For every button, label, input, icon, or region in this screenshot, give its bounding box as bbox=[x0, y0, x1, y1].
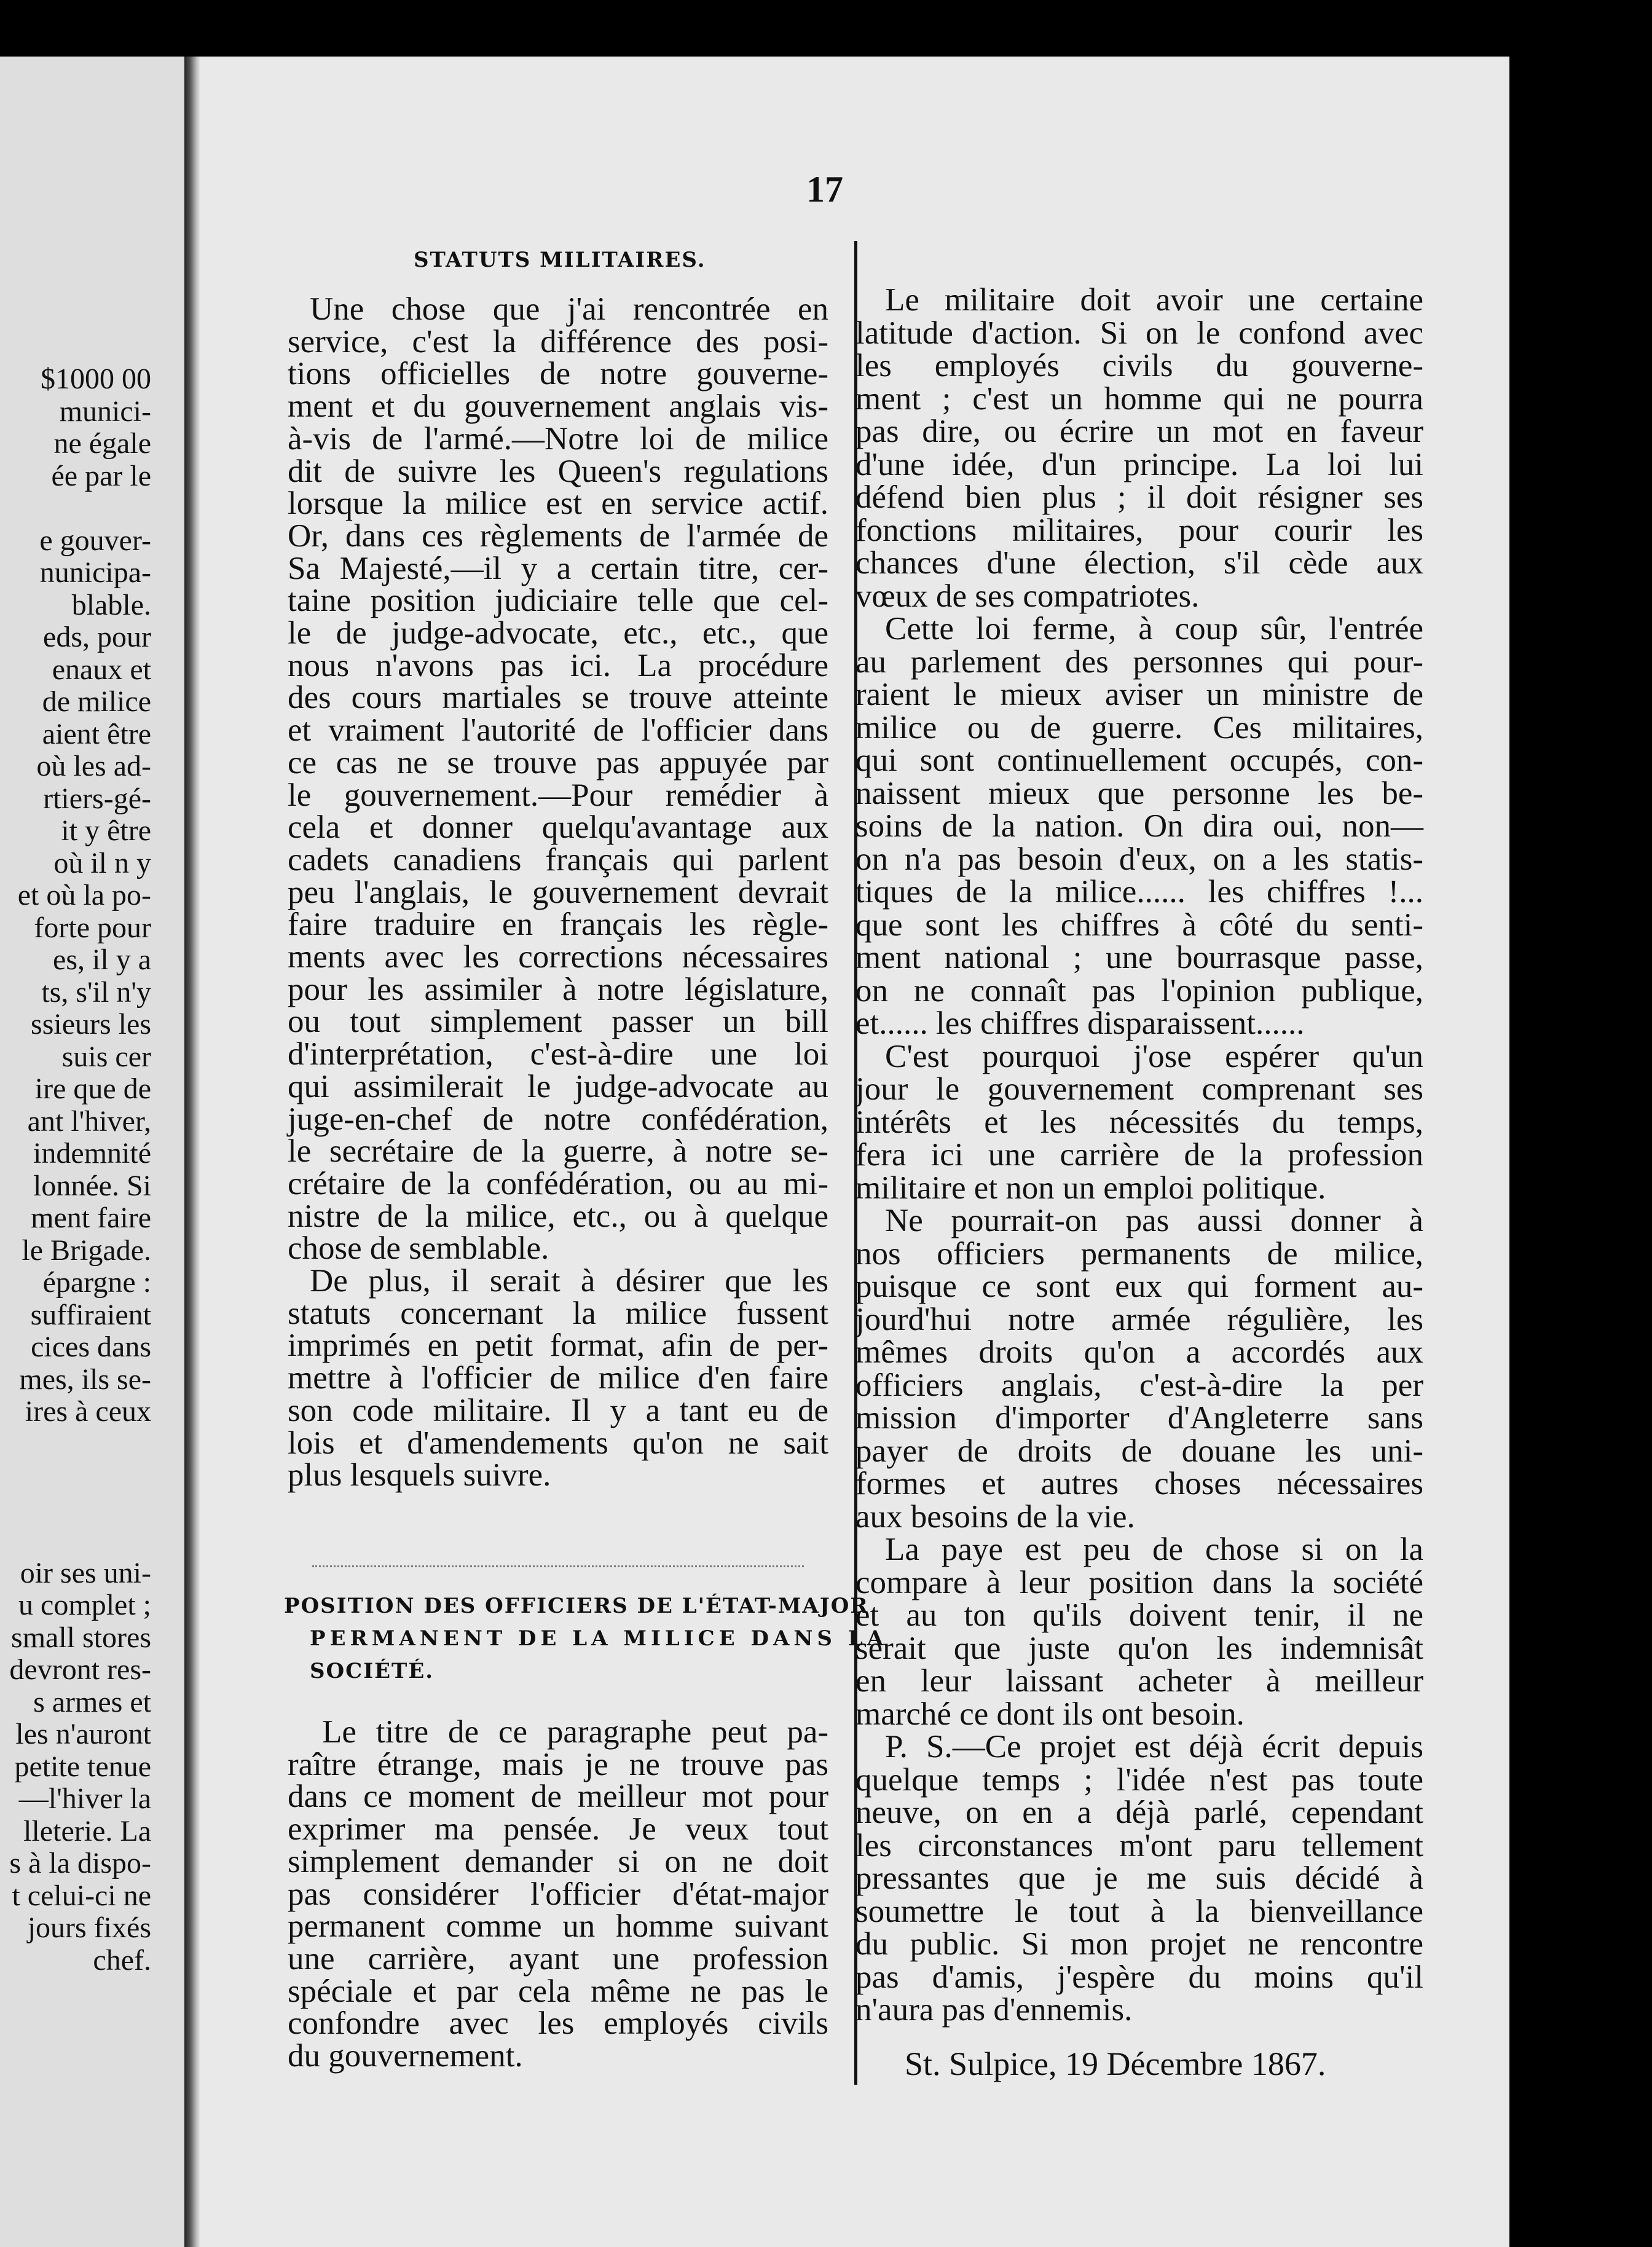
previous-page-fragment: cices dans bbox=[31, 1331, 151, 1363]
previous-page-fragment: suis cer bbox=[61, 1040, 151, 1073]
previous-page-fragment: ant l'hiver, bbox=[27, 1104, 151, 1138]
text-line: ment et du gouvernement anglais vis- bbox=[288, 388, 828, 425]
page-number: 17 bbox=[806, 169, 843, 210]
previous-page-fragment: nunicipa- bbox=[39, 556, 151, 589]
text-line: des cours martiales se trouve atteinte bbox=[288, 680, 828, 716]
text-line: ou tout simplement passer un bill bbox=[288, 1004, 828, 1040]
previous-page-fragment: s armes et bbox=[33, 1685, 151, 1718]
text-line: ments avec les corrections nécessaires bbox=[288, 939, 828, 975]
text-line: neuve, on en a déjà parlé, cependant bbox=[856, 1795, 1423, 1830]
text-line: soins de la nation. On dira oui, non— bbox=[856, 808, 1423, 844]
text-line: C'est pourquoi j'ose espérer qu'un bbox=[885, 1038, 1423, 1074]
previous-page-fragment: t celui-ci ne bbox=[12, 1879, 151, 1912]
previous-page-fragment: ne égale bbox=[53, 427, 151, 460]
previous-page-fragment: épargne : bbox=[42, 1266, 151, 1299]
text-line: chances d'une élection, s'il cède aux bbox=[856, 545, 1423, 581]
text-line: lois et d'amendements qu'on ne sait bbox=[288, 1425, 828, 1461]
text-line: Sa Majesté,—il y a certain titre, cer- bbox=[288, 550, 828, 586]
previous-page-fragment: devront res- bbox=[9, 1653, 151, 1686]
text-line: fera ici une carrière de la profession bbox=[856, 1137, 1423, 1173]
text-line: d'une idée, d'un principe. La loi lui bbox=[856, 446, 1423, 482]
text-line: P. S.—Ce projet est déjà écrit depuis bbox=[885, 1729, 1423, 1765]
text-line: d'interprétation, c'est-à-dire une loi bbox=[288, 1036, 828, 1072]
text-line: nos officiers permanents de milice, bbox=[856, 1235, 1423, 1272]
text-line: les circonstances m'ont paru tellement bbox=[856, 1827, 1423, 1863]
previous-page-fragment: et où la po- bbox=[17, 879, 151, 911]
previous-page-fragment: le Brigade. bbox=[22, 1234, 151, 1267]
text-line: Le titre de ce paragraphe peut pa- bbox=[322, 1714, 828, 1750]
previous-page-fragment: s à la dispo- bbox=[9, 1847, 151, 1879]
previous-page-fragment: petite tenue bbox=[14, 1750, 151, 1783]
text-line: qui sont continuellement occupés, con- bbox=[856, 742, 1423, 778]
text-line: raient le mieux aviser un ministre de bbox=[856, 677, 1423, 712]
previous-page-fragment: mes, ils se- bbox=[19, 1363, 151, 1396]
text-line: à-vis de l'armé.—Notre loi de milice bbox=[288, 420, 828, 457]
previous-page-fragment: es, il y a bbox=[53, 943, 151, 976]
text-line: pas considérer l'officier d'état-major bbox=[288, 1876, 828, 1912]
previous-page-fragment: small stores bbox=[11, 1621, 151, 1654]
previous-page-fragment: chef. bbox=[93, 1943, 151, 1977]
text-line: on n'a pas besoin d'eux, on a les statis- bbox=[856, 841, 1423, 877]
section-heading: PERMANENT DE LA MILICE DANS LA bbox=[310, 1626, 888, 1651]
text-line: qui assimilerait le judge-advocate au bbox=[288, 1068, 828, 1104]
text-line: en leur laissant acheter à meilleur bbox=[856, 1663, 1423, 1699]
text-line: pas dire, ou écrire un mot en faveur bbox=[856, 414, 1423, 449]
signature-line: St. Sulpice, 19 Décembre 1867. bbox=[905, 2045, 1326, 2082]
text-line: pour les assimiler à notre législature, bbox=[288, 971, 828, 1007]
text-line: Une chose que j'ai rencontrée en bbox=[310, 291, 828, 327]
previous-page-fragment: où les ad- bbox=[36, 750, 151, 782]
text-line: plus lesquels suivre. bbox=[288, 1457, 551, 1493]
previous-page-fragment: de milice bbox=[42, 685, 151, 718]
section-heading: SOCIÉTÉ. bbox=[310, 1659, 435, 1683]
scanned-page bbox=[0, 57, 1509, 2247]
text-line: naissent mieux que personne les be- bbox=[856, 775, 1423, 811]
previous-page-fragment: aient être bbox=[42, 717, 151, 750]
text-line: mettre à l'officier de milice d'en faire bbox=[288, 1360, 828, 1396]
previous-page-fragment: ire que de bbox=[34, 1072, 151, 1105]
text-line: jourd'hui notre armée régulière, les bbox=[856, 1301, 1423, 1337]
previous-page-fragment: $1000 00 bbox=[41, 363, 151, 395]
section-heading: POSITION DES OFFICIERS DE L'ÉTAT-MAJOR bbox=[284, 1594, 869, 1618]
text-line: peu l'anglais, le gouvernement devrait bbox=[288, 874, 828, 910]
text-line: service, c'est la différence des posi- bbox=[288, 323, 828, 360]
previous-page-fragment: ts, s'il n'y bbox=[41, 975, 151, 1009]
text-line: formes et autres choses nécessaires bbox=[856, 1466, 1423, 1501]
text-line: juge-en-chef de notre confédération, bbox=[288, 1101, 828, 1137]
text-line: ment national ; une bourrasque passe, bbox=[856, 940, 1423, 975]
text-line: permanent comme un homme suivant bbox=[288, 1908, 828, 1945]
text-line: compare à leur position dans la société bbox=[856, 1564, 1423, 1600]
text-line: statuts concernant la milice fussent bbox=[288, 1295, 828, 1331]
text-line: cela et donner quelqu'avantage aux bbox=[288, 809, 828, 846]
text-line: tiques de la milice...... les chiffres !... bbox=[856, 874, 1423, 910]
previous-page-fragment: où il n y bbox=[53, 846, 151, 880]
text-line: chose de semblable. bbox=[288, 1230, 549, 1267]
previous-page-fragment: —l'hiver la bbox=[18, 1782, 151, 1815]
text-line: payer de droits de douane les uni- bbox=[856, 1433, 1423, 1469]
text-line: son code militaire. Il y a tant eu de bbox=[288, 1392, 828, 1428]
text-line: soumettre le tout à la bienveillance bbox=[856, 1893, 1423, 1929]
text-line: marché ce dont ils ont besoin. bbox=[856, 1696, 1245, 1732]
text-line: Le militaire doit avoir une certaine bbox=[885, 282, 1423, 318]
section-heading: STATUTS MILITAIRES. bbox=[414, 248, 706, 272]
text-line: mission d'importer d'Angleterre sans bbox=[856, 1400, 1423, 1436]
text-line: le secrétaire de la guerre, à notre se- bbox=[288, 1133, 828, 1170]
text-line: spéciale et par cela même ne pas le bbox=[288, 1973, 828, 2009]
previous-page-fragment: lleterie. La bbox=[23, 1814, 151, 1848]
previous-page-fragment: suffiraient bbox=[30, 1298, 151, 1331]
text-line: pas d'amis, j'espère du moins qu'il bbox=[856, 1959, 1423, 1995]
text-line: simplement demander si on ne doit bbox=[288, 1843, 828, 1879]
text-line: milice ou de guerre. Ces militaires, bbox=[856, 709, 1423, 746]
previous-page-fragment: indemnité bbox=[33, 1137, 151, 1170]
previous-page-fragment: u complet ; bbox=[18, 1589, 151, 1621]
text-line: dit de suivre les Queen's regulations bbox=[288, 453, 828, 489]
text-line: au parlement des personnes qui pour- bbox=[856, 643, 1423, 680]
text-line: confondre avec les employés civils bbox=[288, 2005, 828, 2042]
previous-page-fragment: blable. bbox=[71, 588, 151, 621]
previous-page-fragment: jours fixés bbox=[27, 1911, 151, 1944]
text-line: quelque temps ; l'idée n'est pas toute bbox=[856, 1761, 1423, 1798]
text-line: Cette loi ferme, à coup sûr, l'entrée bbox=[885, 611, 1423, 647]
text-line: fonctions militaires, pour courir les bbox=[856, 512, 1423, 548]
text-line: n'aura pas d'ennemis. bbox=[856, 1992, 1133, 2028]
text-line: ce cas ne se trouve pas appuyée par bbox=[288, 744, 828, 781]
previous-page-fragment: ée par le bbox=[51, 459, 151, 492]
text-line: Or, dans ces règlements de l'armée de bbox=[288, 517, 828, 554]
book-gutter bbox=[184, 57, 200, 2247]
text-line: et au ton qu'ils doivent tenir, il ne bbox=[856, 1597, 1423, 1633]
text-line: jour le gouvernement comprenant ses bbox=[856, 1071, 1423, 1107]
previous-page-fragment: forte pour bbox=[34, 911, 151, 944]
text-line: du gouvernement. bbox=[288, 2038, 523, 2074]
text-line: exprimer ma pensée. Je veux tout bbox=[288, 1811, 828, 1848]
faint-stamp bbox=[1106, 2072, 1241, 2171]
text-line: et...... les chiffres disparaissent...... bbox=[856, 1005, 1305, 1041]
text-line: militaire et non un emploi politique. bbox=[856, 1170, 1326, 1206]
previous-page-fragment: rtiers-gé- bbox=[43, 782, 151, 815]
text-line: taine position judiciaire telle que cel- bbox=[288, 583, 828, 619]
text-line: aux besoins de la vie. bbox=[856, 1498, 1135, 1535]
text-line: officiers anglais, c'est-à-dire la per bbox=[856, 1367, 1423, 1403]
previous-page-fragment: ires à ceux bbox=[25, 1395, 151, 1428]
text-line: du public. Si mon projet ne rencontre bbox=[856, 1926, 1423, 1962]
text-line: les employés civils du gouverne- bbox=[856, 348, 1423, 384]
previous-page-fragment: lonnée. Si bbox=[33, 1169, 151, 1202]
text-line: et vraiment l'autorité de l'officier dans bbox=[288, 712, 828, 749]
text-line: intérêts et les nécessités du temps, bbox=[856, 1104, 1423, 1140]
text-line: serait que juste qu'on les indemnisât bbox=[856, 1630, 1423, 1666]
previous-page-fragment: ment faire bbox=[31, 1202, 151, 1234]
text-line: défend bien plus ; il doit résigner ses bbox=[856, 479, 1423, 515]
text-line: latitude d'action. Si on le confond avec bbox=[856, 315, 1423, 351]
text-line: crétaire de la confédération, ou au mi- bbox=[288, 1165, 828, 1202]
text-line: une carrière, ayant une profession bbox=[288, 1940, 828, 1977]
text-line: La paye est peu de chose si on la bbox=[885, 1532, 1423, 1567]
previous-page-margin bbox=[0, 57, 184, 2247]
text-line: on ne connaît pas l'opinion publique, bbox=[856, 972, 1423, 1009]
text-line: dans ce moment de meilleur mot pour bbox=[288, 1779, 828, 1815]
text-line: puisque ce sont eux qui forment au- bbox=[856, 1269, 1423, 1304]
text-line: le gouvernement.—Pour remédier à bbox=[288, 777, 828, 813]
previous-page-fragment: les n'auront bbox=[15, 1718, 151, 1750]
previous-page-fragment: eds, pour bbox=[43, 621, 151, 653]
text-line: raître étrange, mais je ne trouve pas bbox=[288, 1746, 828, 1782]
text-line: nistre de la milice, etc., ou à quelque bbox=[288, 1198, 828, 1234]
text-line: mêmes droits qu'on a accordés aux bbox=[856, 1334, 1423, 1370]
text-line: pressantes que je me suis décidé à bbox=[856, 1860, 1423, 1896]
text-line: lorsque la milice est en service actif. bbox=[288, 486, 828, 522]
text-line: ment ; c'est un homme qui ne pourra bbox=[856, 380, 1423, 417]
previous-page-fragment: it y être bbox=[61, 814, 151, 847]
previous-page-fragment: ssieurs les bbox=[31, 1008, 151, 1041]
text-line: faire traduire en français les règle- bbox=[288, 907, 828, 943]
previous-page-fragment: oir ses uni- bbox=[20, 1556, 151, 1589]
section-separator bbox=[312, 1565, 804, 1567]
previous-page-fragment: munici- bbox=[59, 395, 151, 428]
text-line: imprimés en petit format, afin de per- bbox=[288, 1328, 828, 1364]
text-line: nous n'avons pas ici. La procédure bbox=[288, 647, 828, 683]
text-line: que sont les chiffres à côté du senti- bbox=[856, 907, 1423, 943]
text-line: cadets canadiens français qui parlent bbox=[288, 841, 828, 878]
text-line: vœux de ses compatriotes. bbox=[856, 578, 1200, 614]
previous-page-fragment: enaux et bbox=[52, 653, 151, 686]
text-line: Ne pourrait-on pas aussi donner à bbox=[885, 1203, 1423, 1238]
text-line: De plus, il serait à désirer que les bbox=[310, 1263, 828, 1299]
text-line: tions officielles de notre gouverne- bbox=[288, 356, 828, 392]
text-line: le de judge-advocate, etc., etc., que bbox=[288, 615, 828, 651]
previous-page-fragment: e gouver- bbox=[39, 524, 151, 557]
